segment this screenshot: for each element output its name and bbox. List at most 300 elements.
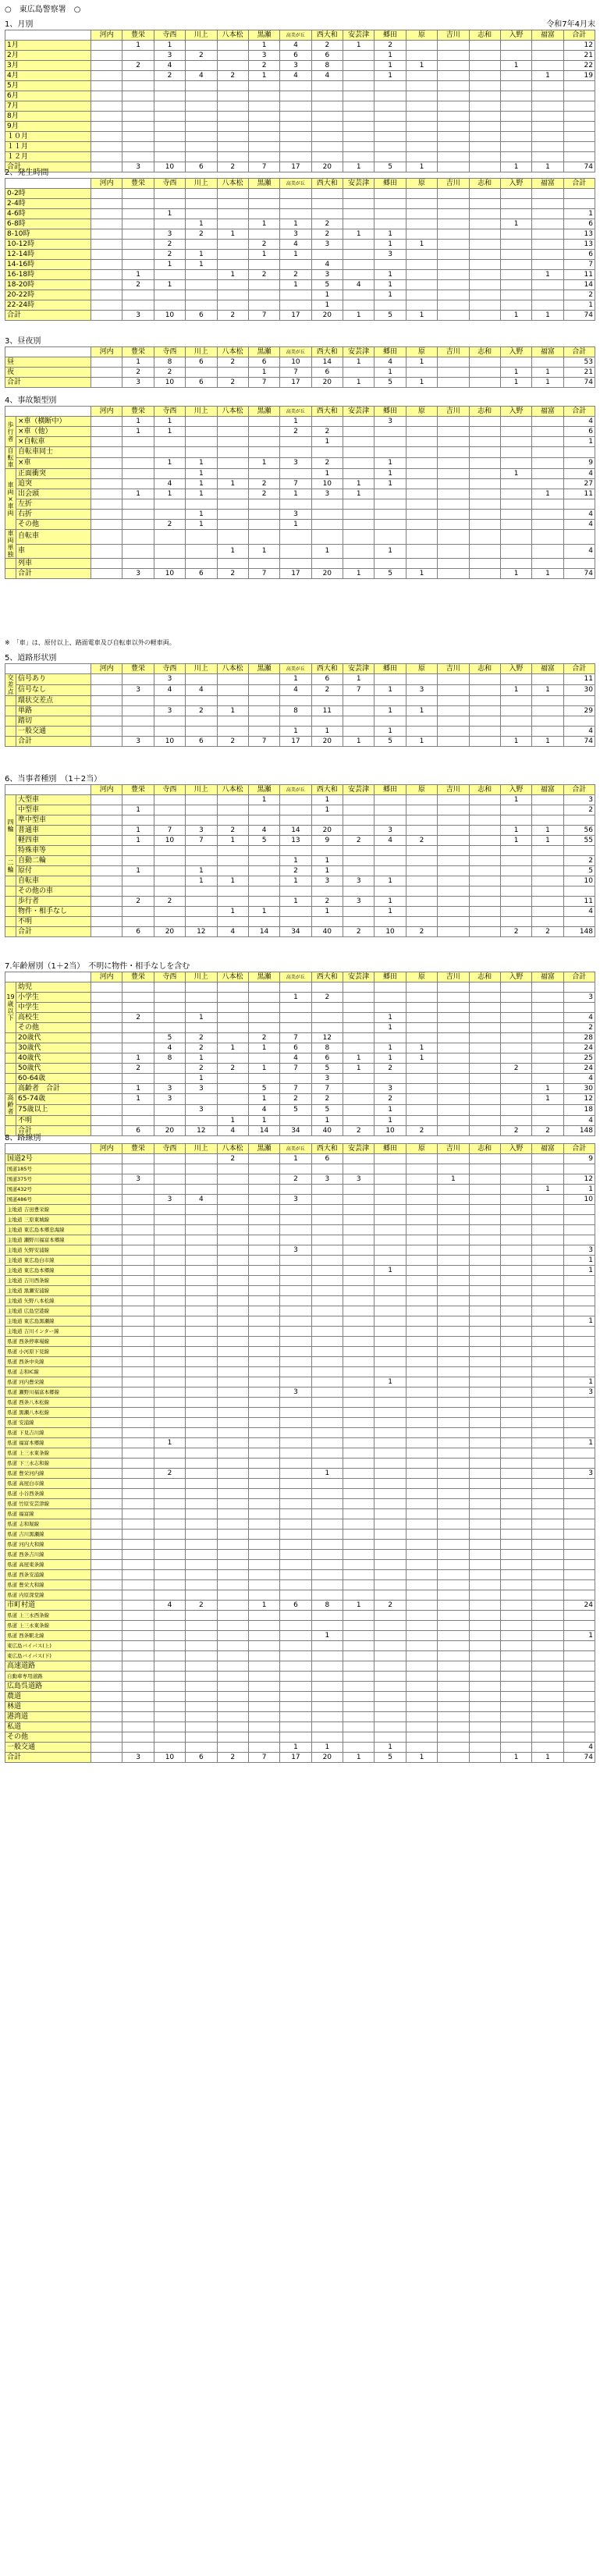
value-cell — [154, 1448, 185, 1459]
value-cell: 12 — [311, 1033, 343, 1043]
value-cell — [406, 469, 437, 479]
value-cell — [406, 917, 437, 927]
value-cell — [154, 91, 185, 101]
table-row — [5, 1105, 595, 1116]
value-cell: 1 — [122, 489, 154, 499]
value-cell — [280, 1215, 311, 1225]
value-cell — [500, 1084, 531, 1094]
value-cell — [500, 1053, 531, 1064]
value-cell — [406, 81, 437, 91]
value-cell — [532, 427, 563, 437]
value-cell — [122, 1276, 154, 1286]
value-cell — [438, 1438, 469, 1448]
value-cell — [500, 1418, 531, 1428]
value-cell: 3 — [343, 876, 375, 886]
value-cell — [375, 1550, 406, 1560]
total-cell — [563, 1672, 595, 1682]
value-cell — [469, 199, 500, 209]
value-cell — [532, 101, 563, 112]
row-label: 県道 竹原安芸津線 — [5, 1499, 91, 1509]
value-cell — [406, 417, 437, 427]
value-cell: 1 — [122, 1094, 154, 1105]
value-cell — [438, 826, 469, 836]
value-cell — [532, 544, 563, 559]
total-cell: 1 — [563, 1631, 595, 1641]
value-cell — [311, 1347, 343, 1357]
value-cell — [91, 499, 122, 510]
value-cell — [343, 520, 375, 530]
value-cell — [122, 1530, 154, 1540]
value-cell — [406, 716, 437, 727]
value-cell — [91, 1408, 122, 1418]
value-cell — [217, 1215, 248, 1225]
value-cell — [343, 1367, 375, 1377]
value-cell — [469, 61, 500, 71]
value-cell — [375, 866, 406, 876]
value-cell — [91, 795, 122, 805]
value-cell — [343, 1276, 375, 1286]
value-cell — [469, 1651, 500, 1661]
value-cell: 1 — [311, 805, 343, 815]
value-cell — [532, 81, 563, 91]
value-cell — [343, 1033, 375, 1043]
value-cell — [343, 427, 375, 437]
value-cell: 20 — [311, 737, 343, 747]
column-header: 黒瀬 — [248, 785, 279, 795]
value-cell — [406, 1550, 437, 1560]
value-cell: 1 — [375, 229, 406, 240]
total-cell — [563, 1347, 595, 1357]
value-cell — [186, 1357, 217, 1367]
value-cell: 2 — [311, 897, 343, 907]
value-cell — [186, 530, 217, 545]
value-cell: 1 — [186, 520, 217, 530]
value-cell — [500, 1428, 531, 1438]
value-cell — [406, 290, 437, 300]
table-row — [5, 1094, 595, 1105]
column-header: 志和 — [469, 785, 500, 795]
value-cell — [91, 1438, 122, 1448]
row-label: 県道 安浦線 — [5, 1418, 91, 1428]
value-cell — [438, 1550, 469, 1560]
value-cell — [469, 716, 500, 727]
value-cell — [532, 1043, 563, 1053]
header-row — [5, 407, 595, 417]
value-cell — [122, 1337, 154, 1347]
total-row — [5, 1753, 595, 1763]
value-cell — [186, 1672, 217, 1682]
value-cell — [469, 1276, 500, 1286]
table-row — [5, 674, 595, 685]
value-cell — [375, 674, 406, 685]
value-cell — [217, 1621, 248, 1631]
value-cell — [311, 91, 343, 101]
value-cell — [343, 1185, 375, 1195]
table-row — [5, 1580, 595, 1590]
value-cell: 2 — [217, 162, 248, 172]
value-cell — [91, 1377, 122, 1387]
value-cell — [500, 1398, 531, 1408]
table-row — [5, 1743, 595, 1753]
row-label: 県道 内原深堂線 — [5, 1590, 91, 1601]
value-cell — [248, 982, 279, 993]
value-cell — [469, 1185, 500, 1195]
value-cell — [248, 1580, 279, 1590]
value-cell — [406, 1489, 437, 1499]
value-cell — [248, 917, 279, 927]
value-cell — [311, 1337, 343, 1347]
value-cell: 1 — [375, 71, 406, 81]
column-header: 八本松 — [217, 407, 248, 417]
value-cell: 2 — [248, 270, 279, 280]
value-cell — [438, 1225, 469, 1235]
total-cell: 2 — [563, 1023, 595, 1033]
table-row — [5, 727, 595, 737]
column-header: 高美が丘 — [280, 179, 311, 189]
value-cell: 1 — [311, 290, 343, 300]
row-label: 県道 下見吉川線 — [5, 1428, 91, 1438]
value-cell — [469, 1205, 500, 1215]
value-cell — [375, 1712, 406, 1722]
value-cell: 1 — [311, 1469, 343, 1479]
value-cell: 1 — [532, 368, 563, 378]
value-cell — [438, 1003, 469, 1013]
value-cell: 3 — [311, 240, 343, 250]
column-header: 福富 — [532, 1144, 563, 1154]
value-cell — [186, 142, 217, 152]
value-cell — [343, 1337, 375, 1347]
value-cell — [438, 1722, 469, 1732]
value-cell — [500, 1530, 531, 1540]
value-cell — [469, 1337, 500, 1347]
value-cell — [186, 1722, 217, 1732]
value-cell: 1 — [375, 368, 406, 378]
value-cell — [186, 1286, 217, 1296]
row-label: 一般交通 — [5, 1743, 91, 1753]
value-cell: 4 — [248, 1105, 279, 1116]
value-cell — [311, 1245, 343, 1256]
value-cell — [343, 1084, 375, 1094]
column-header: 豊栄 — [122, 407, 154, 417]
value-cell — [500, 1611, 531, 1621]
value-cell — [343, 270, 375, 280]
value-cell — [91, 886, 122, 897]
value-cell — [406, 41, 437, 51]
value-cell — [122, 1631, 154, 1641]
column-header: 西大和 — [311, 1144, 343, 1154]
column-header: 入野 — [500, 664, 531, 674]
value-cell — [469, 1753, 500, 1763]
value-cell — [500, 112, 531, 122]
value-cell — [532, 982, 563, 993]
value-cell — [469, 152, 500, 162]
value-cell — [248, 1398, 279, 1408]
value-cell — [122, 122, 154, 132]
value-cell — [438, 1489, 469, 1499]
section-heading: 8、路線別 — [5, 1134, 41, 1142]
value-cell — [406, 152, 437, 162]
value-cell — [91, 122, 122, 132]
value-cell — [91, 1195, 122, 1205]
value-cell — [186, 280, 217, 290]
value-cell: 3 — [122, 162, 154, 172]
value-cell: 2 — [154, 250, 185, 260]
column-header: 西大和 — [311, 347, 343, 357]
value-cell — [375, 1611, 406, 1621]
value-cell — [248, 91, 279, 101]
value-cell — [532, 1570, 563, 1580]
value-cell — [438, 1357, 469, 1367]
value-cell — [122, 219, 154, 229]
total-cell: 4 — [563, 1116, 595, 1126]
value-cell — [438, 1084, 469, 1094]
value-cell — [500, 982, 531, 993]
value-cell — [532, 856, 563, 866]
value-cell — [375, 917, 406, 927]
value-cell: 3 — [154, 51, 185, 61]
value-cell — [186, 499, 217, 510]
row-label: 林道 — [5, 1702, 91, 1712]
value-cell — [343, 1205, 375, 1215]
value-cell — [343, 1459, 375, 1469]
column-header: 合計 — [563, 664, 595, 674]
value-cell: 2 — [217, 1064, 248, 1074]
column-header: 豊栄 — [122, 1144, 154, 1154]
value-cell — [248, 696, 279, 706]
value-cell — [217, 51, 248, 61]
value-cell — [248, 1418, 279, 1428]
value-cell — [438, 1235, 469, 1245]
value-cell — [122, 240, 154, 250]
row-group-label: 車両単独 — [5, 530, 16, 559]
value-cell: 2 — [406, 836, 437, 846]
value-cell — [186, 907, 217, 917]
value-cell — [532, 1438, 563, 1448]
column-header: 八本松 — [217, 664, 248, 674]
value-cell — [248, 112, 279, 122]
table-row — [5, 1286, 595, 1296]
value-cell — [343, 368, 375, 378]
value-cell: 1 — [375, 469, 406, 479]
value-cell — [532, 510, 563, 520]
value-cell — [500, 489, 531, 499]
value-cell — [375, 1428, 406, 1438]
value-cell — [406, 1387, 437, 1398]
value-cell: 3 — [375, 826, 406, 836]
value-cell: 1 — [122, 417, 154, 427]
total-cell — [563, 982, 595, 993]
value-cell — [217, 1023, 248, 1033]
column-header: 寺西 — [154, 30, 185, 41]
value-cell — [217, 437, 248, 447]
value-cell: 4 — [343, 280, 375, 290]
table-row — [5, 544, 595, 559]
value-cell — [311, 1570, 343, 1580]
value-cell: 3 — [248, 51, 279, 61]
value-cell — [438, 696, 469, 706]
value-cell — [438, 1367, 469, 1377]
value-cell: 1 — [500, 61, 531, 71]
row-label: 県道 豊栄河内線 — [5, 1469, 91, 1479]
total-cell — [563, 1489, 595, 1499]
value-cell — [154, 1611, 185, 1621]
column-header: 河内 — [91, 664, 122, 674]
value-cell — [469, 1296, 500, 1306]
value-cell — [311, 1641, 343, 1651]
table-row — [5, 250, 595, 260]
value-cell: 4 — [154, 1601, 185, 1611]
value-cell — [154, 1672, 185, 1682]
value-cell — [122, 544, 154, 559]
value-cell — [469, 51, 500, 61]
value-cell — [438, 71, 469, 81]
value-cell — [280, 1682, 311, 1692]
value-cell — [500, 300, 531, 311]
value-cell — [532, 41, 563, 51]
value-cell — [438, 112, 469, 122]
value-cell: 1 — [375, 240, 406, 250]
value-cell: 1 — [122, 805, 154, 815]
value-cell — [311, 1003, 343, 1013]
value-cell — [438, 250, 469, 260]
value-cell — [122, 1712, 154, 1722]
value-cell — [532, 1540, 563, 1550]
value-cell — [438, 1499, 469, 1509]
value-cell — [469, 1682, 500, 1692]
table-row — [5, 1672, 595, 1682]
value-cell — [406, 1235, 437, 1245]
value-cell: 2 — [311, 993, 343, 1003]
value-cell — [469, 479, 500, 489]
value-cell — [280, 1235, 311, 1245]
total-cell: 6 — [563, 427, 595, 437]
value-cell — [248, 1428, 279, 1438]
value-cell — [248, 417, 279, 427]
value-cell — [217, 559, 248, 569]
value-cell — [532, 1256, 563, 1266]
value-cell — [311, 447, 343, 458]
value-cell — [375, 1286, 406, 1296]
value-cell — [91, 1357, 122, 1367]
row-label: 9月 — [5, 122, 91, 132]
value-cell — [311, 1530, 343, 1540]
value-cell — [343, 1499, 375, 1509]
value-cell — [186, 1469, 217, 1479]
value-cell: 5 — [311, 280, 343, 290]
column-header: 黒瀬 — [248, 407, 279, 417]
value-cell — [217, 510, 248, 520]
value-cell — [343, 1245, 375, 1256]
table-row — [5, 856, 595, 866]
value-cell — [469, 260, 500, 270]
value-cell — [438, 510, 469, 520]
value-cell — [248, 1347, 279, 1357]
value-cell — [343, 1116, 375, 1126]
value-cell: 2 — [122, 61, 154, 71]
row-label: その他 — [5, 1732, 91, 1743]
value-cell — [532, 1235, 563, 1245]
value-cell — [186, 886, 217, 897]
value-cell — [280, 1732, 311, 1743]
column-header: 原 — [406, 972, 437, 982]
value-cell — [248, 229, 279, 240]
value-cell: 3 — [280, 1195, 311, 1205]
table-row — [5, 240, 595, 250]
value-cell — [375, 1702, 406, 1712]
value-cell — [91, 706, 122, 716]
value-cell — [375, 1732, 406, 1743]
value-cell — [375, 1195, 406, 1205]
value-cell — [500, 856, 531, 866]
value-cell — [311, 886, 343, 897]
value-cell — [311, 417, 343, 427]
total-cell: 11 — [563, 489, 595, 499]
value-cell — [154, 1661, 185, 1672]
value-cell — [469, 1235, 500, 1245]
value-cell — [186, 716, 217, 727]
value-cell — [438, 1590, 469, 1601]
row-label: 県道 志和IC線 — [5, 1367, 91, 1377]
row-label: 合計 — [5, 1753, 91, 1763]
value-cell — [438, 907, 469, 917]
value-cell — [343, 1682, 375, 1692]
value-cell: 4 — [280, 41, 311, 51]
row-group-blank — [5, 696, 16, 706]
table-row — [5, 280, 595, 290]
value-cell — [532, 1053, 563, 1064]
value-cell: 20 — [311, 311, 343, 321]
value-cell: 6 — [122, 1126, 154, 1136]
row-label: 幼児 — [16, 982, 91, 993]
value-cell — [532, 229, 563, 240]
value-cell: 10 — [154, 1753, 185, 1763]
value-cell: 2 — [122, 897, 154, 907]
total-cell — [563, 1327, 595, 1337]
value-cell — [186, 1377, 217, 1387]
column-header: 寺西 — [154, 972, 185, 982]
value-cell — [438, 897, 469, 907]
value-cell — [532, 1459, 563, 1469]
value-cell: 1 — [532, 1084, 563, 1094]
value-cell — [469, 1438, 500, 1448]
value-cell — [91, 1306, 122, 1316]
value-cell — [500, 101, 531, 112]
value-cell — [375, 886, 406, 897]
value-cell — [217, 1712, 248, 1722]
column-header: 吉川 — [438, 1144, 469, 1154]
value-cell — [217, 1732, 248, 1743]
value-cell — [91, 1682, 122, 1692]
table-row — [5, 101, 595, 112]
section-heading: 5、道路形状別 — [5, 654, 57, 663]
value-cell — [154, 1164, 185, 1174]
value-cell: 20 — [154, 927, 185, 937]
table-row — [5, 1489, 595, 1499]
value-cell — [532, 1116, 563, 1126]
value-cell — [500, 1489, 531, 1499]
value-cell — [532, 357, 563, 368]
value-cell — [532, 1105, 563, 1116]
value-cell — [154, 544, 185, 559]
value-cell: 2 — [248, 479, 279, 489]
value-cell — [280, 1256, 311, 1266]
value-cell — [343, 826, 375, 836]
value-cell: 1 — [532, 737, 563, 747]
value-cell — [217, 219, 248, 229]
total-cell: 4 — [563, 1074, 595, 1084]
value-cell — [532, 1712, 563, 1722]
value-cell — [154, 886, 185, 897]
